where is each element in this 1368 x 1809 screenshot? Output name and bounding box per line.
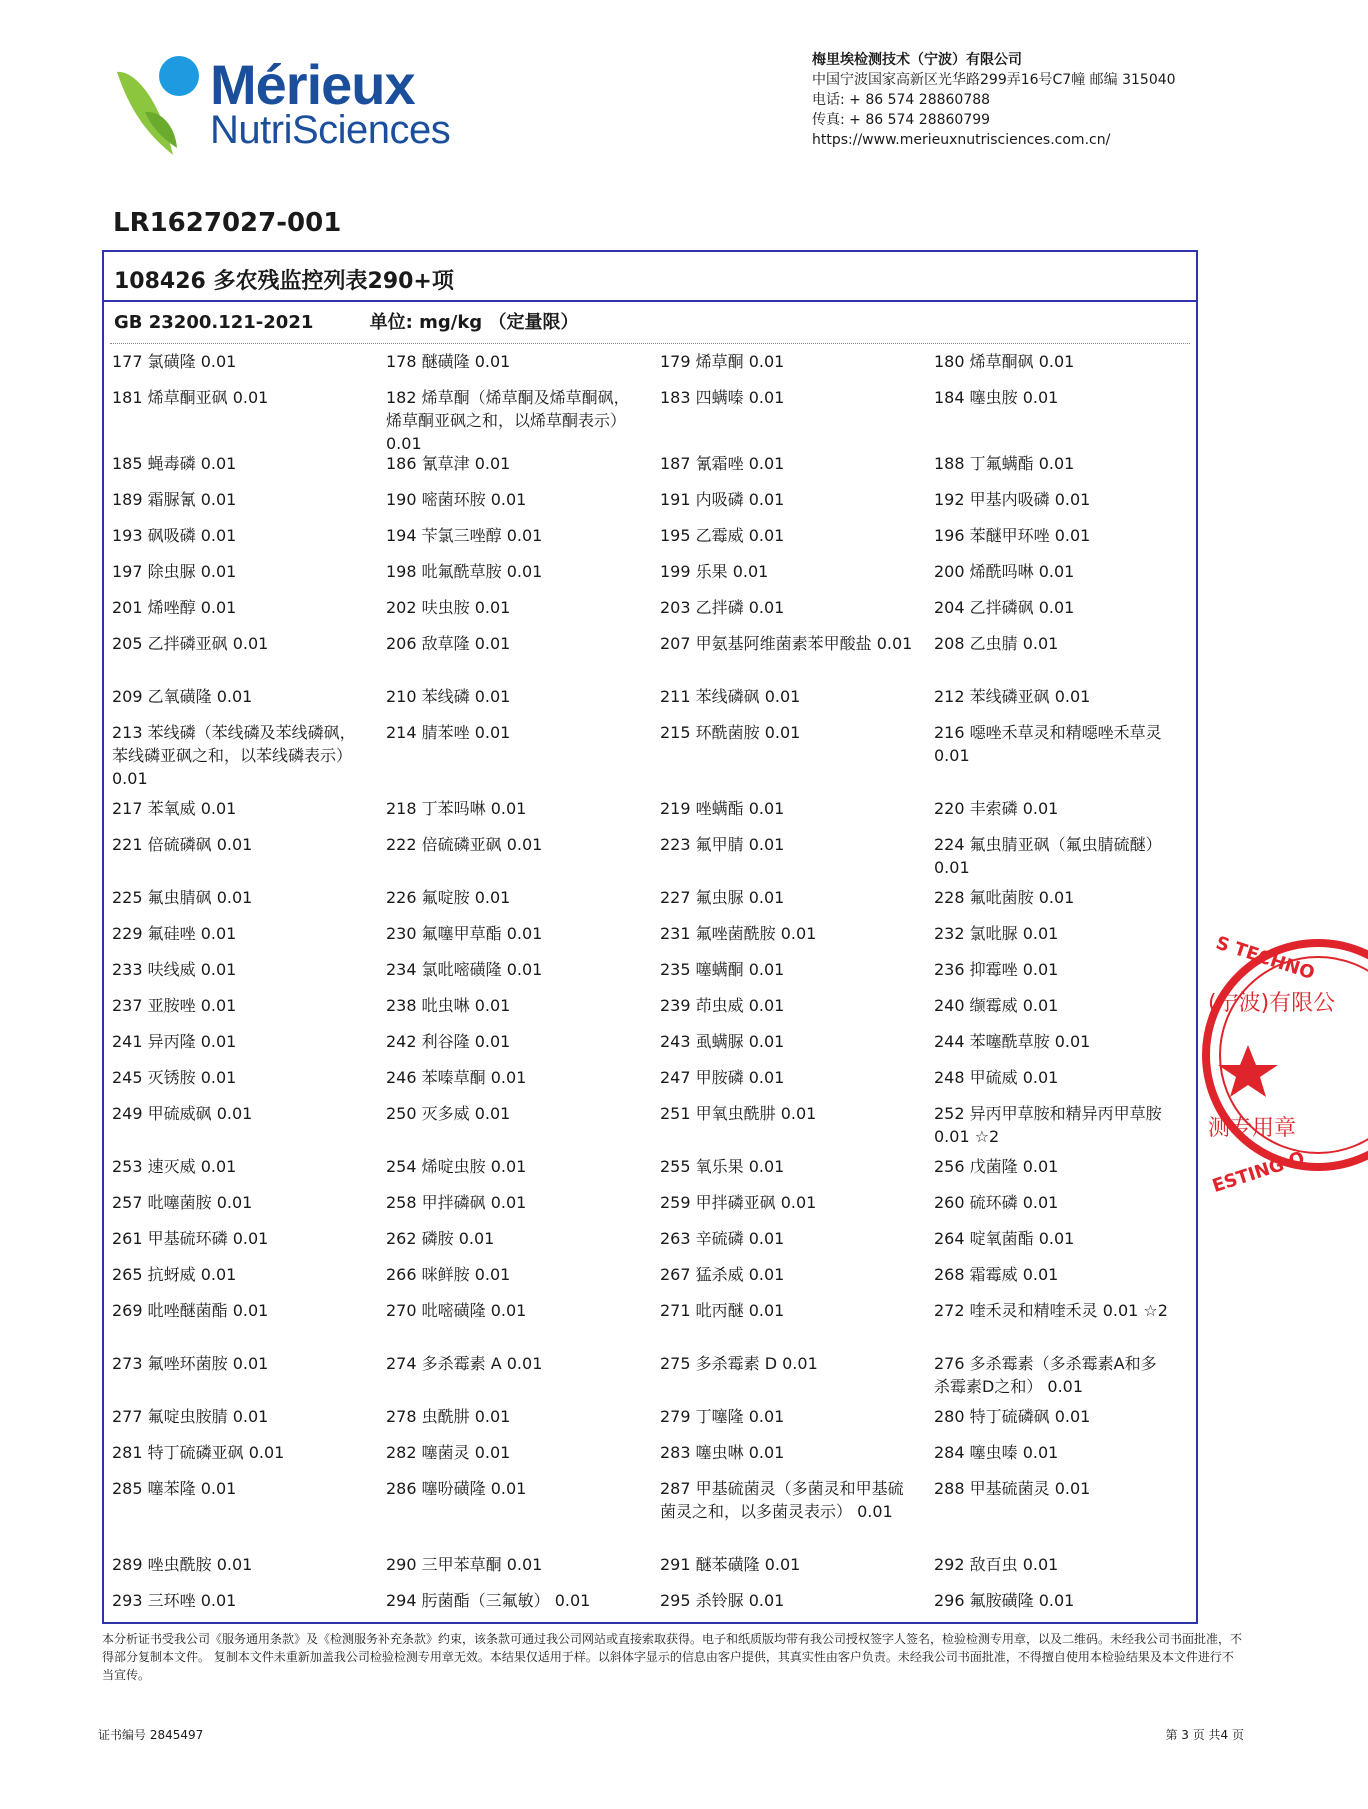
unit-label: 单位: mg/kg （定量限） — [369, 312, 579, 333]
dotted-divider — [110, 343, 1190, 344]
analyte-cell: 273 氟唑环菌胺 0.01 — [112, 1354, 269, 1373]
logo-leaf-icon — [115, 50, 215, 155]
analyte-cell: 201 烯唑醇 0.01 — [112, 598, 237, 617]
analyte-cell: 213 苯线磷（苯线磷及苯线磷砜，苯线磷亚砜之和，以苯线磷表示） 0.01 — [112, 723, 356, 788]
analyte-cell: 202 呋虫胺 0.01 — [386, 598, 511, 617]
company-website[interactable]: https://www.merieuxnutrisciences.com.cn/ — [812, 132, 1111, 148]
analyte-cell: 260 硫环磷 0.01 — [934, 1193, 1059, 1212]
analyte-cell: 221 倍硫磷砜 0.01 — [112, 835, 253, 854]
analyte-cell: 218 丁苯吗啉 0.01 — [386, 799, 527, 818]
analyte-cell: 247 甲胺磷 0.01 — [660, 1068, 785, 1087]
analyte-cell: 178 醚磺隆 0.01 — [386, 352, 511, 371]
standard-code: GB 23200.121-2021 — [114, 312, 314, 333]
analyte-cell: 269 吡唑醚菌酯 0.01 — [112, 1301, 269, 1320]
analyte-cell: 246 苯嗪草酮 0.01 — [386, 1068, 527, 1087]
analyte-cell: 285 噻苯隆 0.01 — [112, 1479, 237, 1498]
analyte-cell: 184 噻虫胺 0.01 — [934, 388, 1059, 407]
analyte-cell: 223 氟甲腈 0.01 — [660, 835, 785, 854]
certificate-number: 证书编号 2845497 — [98, 1728, 204, 1742]
analyte-cell: 237 亚胺唑 0.01 — [112, 996, 237, 1015]
analyte-cell: 254 烯啶虫胺 0.01 — [386, 1157, 527, 1176]
analyte-cell: 274 多杀霉素 A 0.01 — [386, 1354, 543, 1373]
analyte-cell: 227 氟虫脲 0.01 — [660, 888, 785, 907]
analyte-cell: 245 灭锈胺 0.01 — [112, 1068, 237, 1087]
analyte-cell: 270 吡嘧磺隆 0.01 — [386, 1301, 527, 1320]
analyte-cell: 232 氯吡脲 0.01 — [934, 924, 1059, 943]
analyte-cell: 183 四螨嗪 0.01 — [660, 388, 785, 407]
analyte-cell: 284 噻虫嗪 0.01 — [934, 1443, 1059, 1462]
analyte-cell: 243 虱螨脲 0.01 — [660, 1032, 785, 1051]
analyte-cell: 265 抗蚜威 0.01 — [112, 1265, 237, 1284]
analyte-cell: 295 杀铃脲 0.01 — [660, 1591, 785, 1610]
stamp-text-top: S TECHNO — [1213, 932, 1318, 985]
analyte-cell: 195 乙霉威 0.01 — [660, 526, 785, 545]
company-logo — [115, 50, 451, 160]
analyte-cell: 182 烯草酮（烯草酮及烯草酮砜，烯草酮亚砜之和，以烯草酮表示） 0.01 — [386, 388, 630, 453]
analyte-cell: 194 苄氯三唑醇 0.01 — [386, 526, 543, 545]
official-stamp — [1208, 925, 1368, 1198]
analyte-cell: 256 戊菌隆 0.01 — [934, 1157, 1059, 1176]
analyte-grid — [112, 350, 1192, 1625]
analyte-cell: 189 霜脲氰 0.01 — [112, 490, 237, 509]
analyte-cell: 192 甲基内吸磷 0.01 — [934, 490, 1091, 509]
analyte-cell: 177 氯磺隆 0.01 — [112, 352, 237, 371]
analyte-cell: 258 甲拌磷砜 0.01 — [386, 1193, 527, 1212]
analyte-cell: 209 乙氧磺隆 0.01 — [112, 687, 253, 706]
analyte-cell: 282 噻菌灵 0.01 — [386, 1443, 511, 1462]
analyte-cell: 228 氟吡菌胺 0.01 — [934, 888, 1075, 907]
logo-text-merieux: Mérieux — [210, 53, 415, 116]
analyte-cell: 225 氟虫腈砜 0.01 — [112, 888, 253, 907]
section-title: 108426 多农残监控列表290+项 — [104, 252, 1196, 302]
analyte-cell: 203 乙拌磷 0.01 — [660, 598, 785, 617]
analyte-cell: 277 氟啶虫胺腈 0.01 — [112, 1407, 269, 1426]
analyte-cell: 251 甲氧虫酰肼 0.01 — [660, 1104, 817, 1123]
analyte-cell: 289 唑虫酰胺 0.01 — [112, 1555, 253, 1574]
analyte-cell: 275 多杀霉素 D 0.01 — [660, 1354, 818, 1373]
analyte-cell: 280 特丁硫磷砜 0.01 — [934, 1407, 1091, 1426]
section-subheader — [114, 308, 578, 334]
analyte-cell: 210 苯线磷 0.01 — [386, 687, 511, 706]
analyte-cell: 281 特丁硫磷亚砜 0.01 — [112, 1443, 285, 1462]
logo-text-nutrisciences: NutriSciences — [210, 108, 451, 152]
company-name: 梅里埃检测技术（宁波）有限公司 — [812, 52, 1022, 68]
analyte-cell: 259 甲拌磷亚砜 0.01 — [660, 1193, 817, 1212]
analyte-cell: 216 噁唑禾草灵和精噁唑禾草灵 0.01 — [934, 723, 1162, 765]
analyte-cell: 205 乙拌磷亚砜 0.01 — [112, 634, 269, 653]
analyte-cell: 244 苯噻酰草胺 0.01 — [934, 1032, 1091, 1051]
company-address: 中国宁波国家高新区光华路299弄16号C7幢 邮编 315040 — [812, 72, 1176, 88]
analyte-cell: 242 利谷隆 0.01 — [386, 1032, 511, 1051]
analyte-cell: 229 氟硅唑 0.01 — [112, 924, 237, 943]
analyte-cell: 208 乙虫腈 0.01 — [934, 634, 1059, 653]
analyte-cell: 215 环酰菌胺 0.01 — [660, 723, 801, 742]
analyte-cell: 226 氟啶胺 0.01 — [386, 888, 511, 907]
analyte-cell: 283 噻虫啉 0.01 — [660, 1443, 785, 1462]
analyte-cell: 287 甲基硫菌灵（多菌灵和甲基硫菌灵之和，以多菌灵表示） 0.01 — [660, 1479, 904, 1521]
analyte-cell: 219 唑螨酯 0.01 — [660, 799, 785, 818]
analyte-cell: 211 苯线磷砜 0.01 — [660, 687, 801, 706]
analyte-cell: 198 吡氟酰草胺 0.01 — [386, 562, 543, 581]
analyte-cell: 278 虫酰肼 0.01 — [386, 1407, 511, 1426]
analyte-cell: 236 抑霉唑 0.01 — [934, 960, 1059, 979]
analyte-cell: 292 敌百虫 0.01 — [934, 1555, 1059, 1574]
analyte-cell: 286 噻吩磺隆 0.01 — [386, 1479, 527, 1498]
analyte-cell: 196 苯醚甲环唑 0.01 — [934, 526, 1091, 545]
analyte-cell: 214 腈苯唑 0.01 — [386, 723, 511, 742]
page-number: 第 3 页 共4 页 — [1165, 1728, 1244, 1742]
analyte-cell: 296 氟胺磺隆 0.01 — [934, 1591, 1075, 1610]
analyte-cell: 276 多杀霉素（多杀霉素A和多杀霉素D之和） 0.01 — [934, 1354, 1157, 1396]
analyte-cell: 233 呋线威 0.01 — [112, 960, 237, 979]
analyte-cell: 187 氰霜唑 0.01 — [660, 454, 785, 473]
legal-disclaimer: 本分析证书受我公司《服务通用条款》及《检测服务补充条款》约束，该条款可通过我公司网站或直接索取获得。电子和纸质版均带有我公司授权签字人签名，检验检测专用章，以及二维码。未经我公司书面批准，不得部分复制本文件。 复制本文件未重新加盖我公司检验检测专用章无效。本结果仅适用于样。以斜体字显示的信息由客户提供，其真实性由客户负责。未经我公司书面批准，不得擅自使用本检验结果及本文件进行不当宣传。 — [102, 1632, 1243, 1682]
analyte-cell: 207 甲氨基阿维菌素苯甲酸盐 0.01 — [660, 634, 913, 653]
analyte-cell: 220 丰索磷 0.01 — [934, 799, 1059, 818]
stamp-text-mid: (宁波)有限公 — [1208, 991, 1336, 1016]
analyte-cell: 255 氧乐果 0.01 — [660, 1157, 785, 1176]
analyte-cell: 288 甲基硫菌灵 0.01 — [934, 1479, 1091, 1498]
analyte-cell: 266 咪鲜胺 0.01 — [386, 1265, 511, 1284]
report-id: LR1627027-001 — [113, 208, 342, 238]
analyte-cell: 240 缬霉威 0.01 — [934, 996, 1059, 1015]
analyte-cell: 267 猛杀威 0.01 — [660, 1265, 785, 1284]
analyte-cell: 231 氟唑菌酰胺 0.01 — [660, 924, 817, 943]
analyte-cell: 204 乙拌磷砜 0.01 — [934, 598, 1075, 617]
analyte-cell: 239 茚虫威 0.01 — [660, 996, 785, 1015]
analyte-cell: 249 甲硫威砜 0.01 — [112, 1104, 253, 1123]
analyte-cell: 222 倍硫磷亚砜 0.01 — [386, 835, 543, 854]
analyte-cell: 262 磷胺 0.01 — [386, 1229, 495, 1248]
analyte-cell: 248 甲硫威 0.01 — [934, 1068, 1059, 1087]
analyte-cell: 188 丁氟螨酯 0.01 — [934, 454, 1075, 473]
analyte-cell: 264 啶氧菌酯 0.01 — [934, 1229, 1075, 1248]
analyte-cell: 224 氟虫腈亚砜（氟虫腈硫醚） 0.01 — [934, 835, 1162, 877]
analyte-cell: 186 氰草津 0.01 — [386, 454, 511, 473]
stamp-text-bottom: 测专用章 — [1208, 1116, 1297, 1141]
analyte-cell: 179 烯草酮 0.01 — [660, 352, 785, 371]
company-phone: 电话: + 86 574 28860788 — [812, 92, 991, 108]
analyte-cell: 290 三甲苯草酮 0.01 — [386, 1555, 543, 1574]
analyte-cell: 261 甲基硫环磷 0.01 — [112, 1229, 269, 1248]
analyte-cell: 200 烯酰吗啉 0.01 — [934, 562, 1075, 581]
company-info — [812, 50, 1176, 150]
analyte-cell: 193 砜吸磷 0.01 — [112, 526, 237, 545]
analyte-cell: 253 速灭威 0.01 — [112, 1157, 237, 1176]
analyte-cell: 230 氟噻甲草酯 0.01 — [386, 924, 543, 943]
analyte-cell: 268 霜霉威 0.01 — [934, 1265, 1059, 1284]
analyte-cell: 191 内吸磷 0.01 — [660, 490, 785, 509]
analyte-cell: 235 噻螨酮 0.01 — [660, 960, 785, 979]
analyte-cell: 272 喹禾灵和精喹禾灵 0.01 ☆2 — [934, 1301, 1168, 1320]
analyte-cell: 212 苯线磷亚砜 0.01 — [934, 687, 1091, 706]
analyte-cell: 185 蝇毒磷 0.01 — [112, 454, 237, 473]
analyte-cell: 252 异丙甲草胺和精异丙甲草胺 0.01 ☆2 — [934, 1104, 1162, 1146]
analyte-cell: 241 异丙隆 0.01 — [112, 1032, 237, 1051]
analyte-cell: 291 醚苯磺隆 0.01 — [660, 1555, 801, 1574]
analyte-cell: 190 嘧菌环胺 0.01 — [386, 490, 527, 509]
analyte-cell: 293 三环唑 0.01 — [112, 1591, 237, 1610]
stamp-text-edge: ESTING O — [1209, 1147, 1308, 1198]
test-list-frame — [102, 250, 1198, 1624]
analyte-cell: 263 辛硫磷 0.01 — [660, 1229, 785, 1248]
analyte-cell: 279 丁噻隆 0.01 — [660, 1407, 785, 1426]
analyte-cell: 294 肟菌酯（三氟敏） 0.01 — [386, 1591, 591, 1610]
analyte-cell: 257 吡噻菌胺 0.01 — [112, 1193, 253, 1212]
analyte-cell: 217 苯氧威 0.01 — [112, 799, 237, 818]
analyte-cell: 234 氯吡嘧磺隆 0.01 — [386, 960, 543, 979]
analyte-cell: 181 烯草酮亚砜 0.01 — [112, 388, 269, 407]
analyte-cell: 197 除虫脲 0.01 — [112, 562, 237, 581]
analyte-cell: 199 乐果 0.01 — [660, 562, 769, 581]
company-fax: 传真: + 86 574 28860799 — [812, 112, 991, 128]
analyte-cell: 238 吡虫啉 0.01 — [386, 996, 511, 1015]
analyte-cell: 180 烯草酮砜 0.01 — [934, 352, 1075, 371]
analyte-cell: 206 敌草隆 0.01 — [386, 634, 511, 653]
analyte-cell: 250 灭多威 0.01 — [386, 1104, 511, 1123]
analyte-cell: 271 吡丙醚 0.01 — [660, 1301, 785, 1320]
